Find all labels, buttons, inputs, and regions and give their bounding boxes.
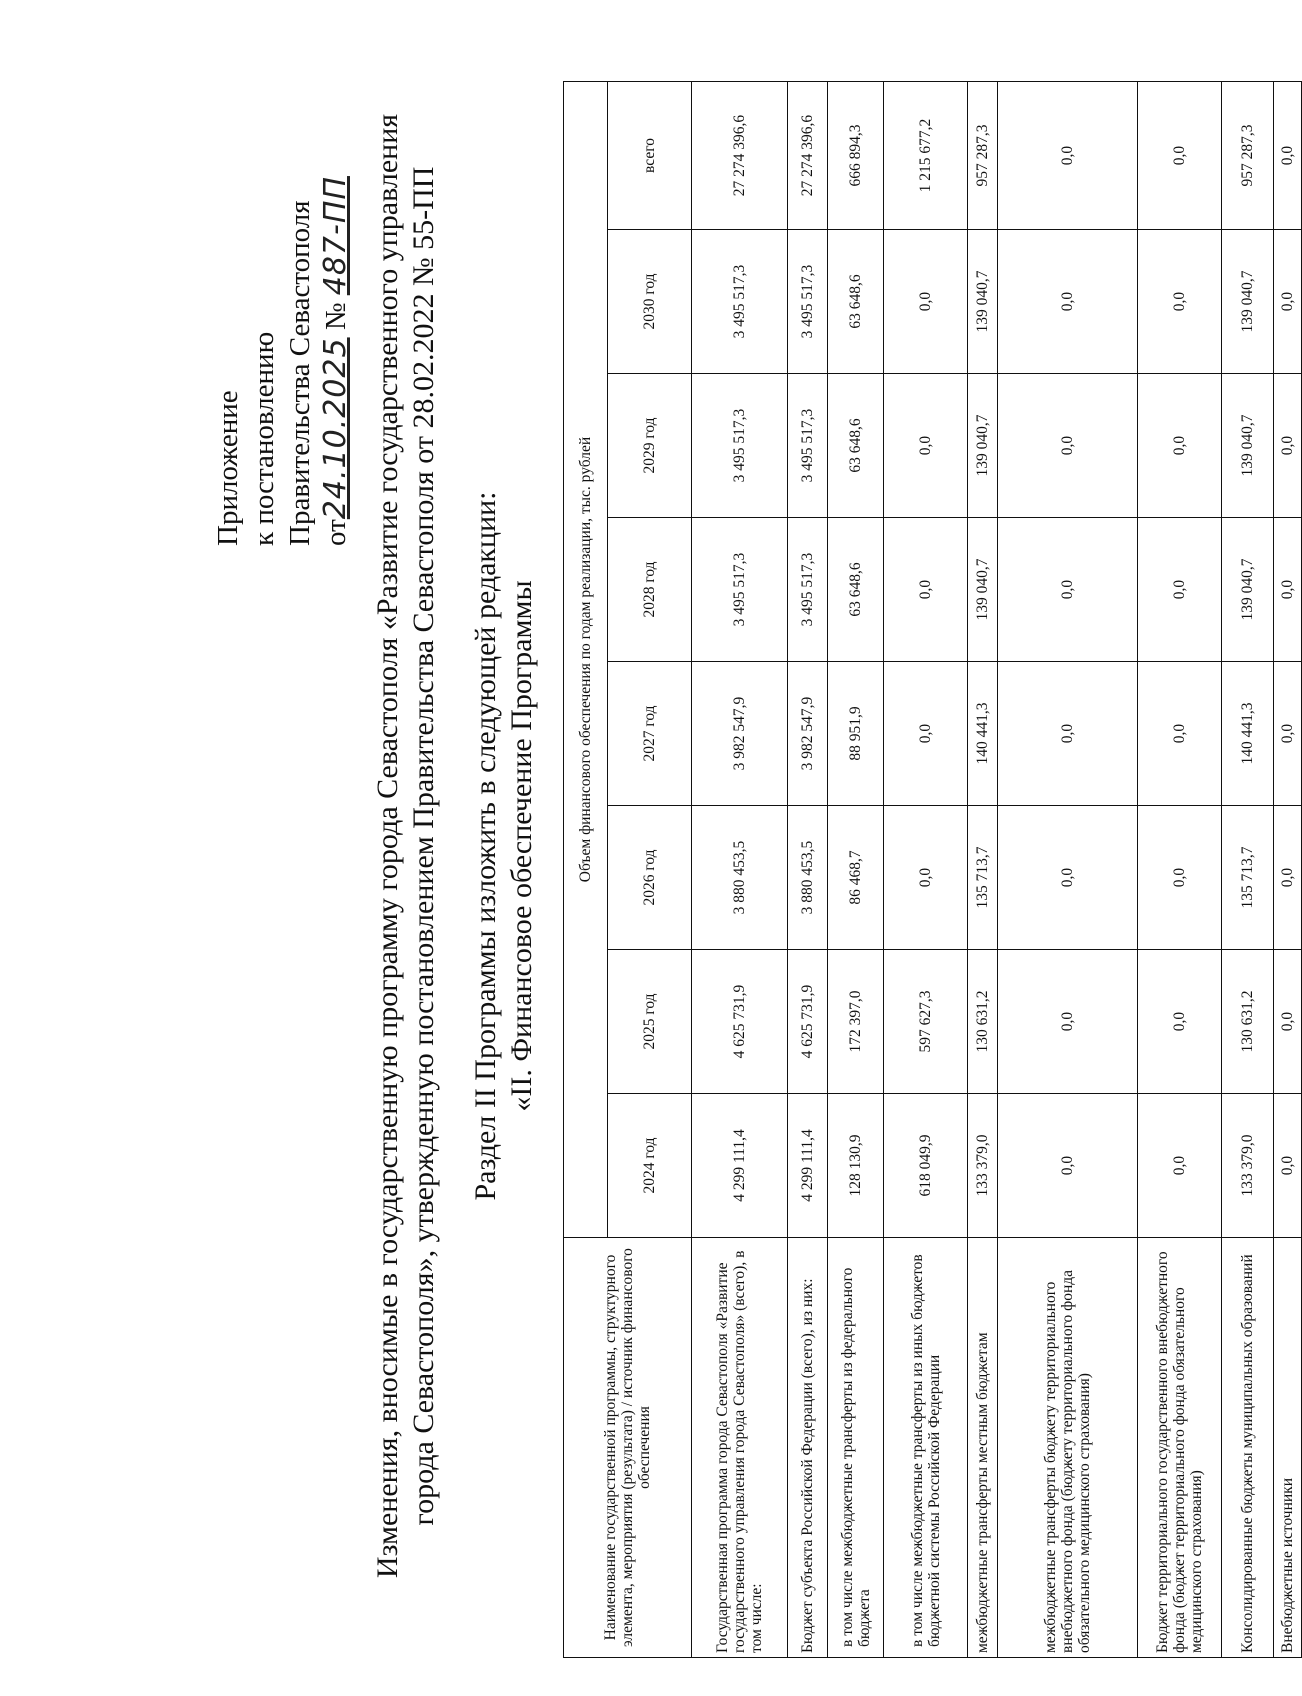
table-row <box>884 82 968 1658</box>
value-cell: 130 631,2 <box>968 950 998 1094</box>
value-cell: 0,0 <box>1274 518 1302 662</box>
value-cell: 597 627,3 <box>884 950 968 1094</box>
value-cell: 3 982 547,9 <box>692 662 788 806</box>
value-cell: 27 274 396,6 <box>692 82 788 230</box>
appendix-authority: Правительства Севастополя <box>284 200 316 546</box>
value-cell: 4 299 111,4 <box>788 1094 828 1238</box>
value-cell: 618 049,9 <box>884 1094 968 1238</box>
value-cell: 0,0 <box>1274 950 1302 1094</box>
value-cell: 135 713,7 <box>1222 806 1274 950</box>
value-cell: 139 040,7 <box>968 518 998 662</box>
value-cell: 1 215 677,2 <box>884 82 968 230</box>
table-row <box>1222 82 1274 1658</box>
value-cell: 3 495 517,3 <box>692 518 788 662</box>
value-cell: 0,0 <box>1138 230 1222 374</box>
section-heading <box>468 96 540 1596</box>
value-cell: 4 625 731,9 <box>692 950 788 1094</box>
value-cell: 0,0 <box>1138 518 1222 662</box>
row-name-cell: в том числе межбюджетные трансферты из федерального бюджета <box>828 1238 884 1658</box>
appendix-label: Приложение <box>212 390 244 546</box>
value-cell: 63 648,6 <box>828 374 884 518</box>
value-cell: 0,0 <box>998 374 1138 518</box>
value-cell: 0,0 <box>884 230 968 374</box>
value-cell: 139 040,7 <box>1222 518 1274 662</box>
row-name-cell: Бюджет территориального государственного внебюджетного фонда (бюджет территориального фонда обязательного медицинского страхования) <box>1138 1238 1222 1658</box>
value-cell: 139 040,7 <box>1222 230 1274 374</box>
decree-date: 24.10.2025 <box>318 337 353 520</box>
row-name-cell: Внебюджетные источники <box>1274 1238 1302 1658</box>
table-row <box>788 82 828 1658</box>
name-column-header: Наименование государственной программы, структурного элемента, мероприятия (результата) / источник финансового обеспечения <box>564 1238 692 1658</box>
value-cell: 3 495 517,3 <box>692 374 788 518</box>
value-cell: 0,0 <box>998 518 1138 662</box>
value-cell: 140 441,3 <box>1222 662 1274 806</box>
table-row <box>692 82 788 1658</box>
value-cell: 0,0 <box>998 806 1138 950</box>
row-name-cell: Государственная программа города Севастополя «Развитие государственного управления города Севастополя» (всего), в том числе: <box>692 1238 788 1658</box>
value-cell: 88 951,9 <box>828 662 884 806</box>
row-name-cell: межбюджетные трансферты местным бюджетам <box>968 1238 998 1658</box>
value-cell: 0,0 <box>1138 950 1222 1094</box>
value-cell: 957 287,3 <box>968 82 998 230</box>
value-cell: 0,0 <box>998 230 1138 374</box>
row-name-cell: Бюджет субъекта Российской Федерации (всего), из них: <box>788 1238 828 1658</box>
title-line-2: города Севастополя», утвержденную постановлением Правительства Севастополя от 28.02.2022 № 55-ПП <box>407 166 440 1526</box>
value-cell: 0,0 <box>884 662 968 806</box>
value-cell: 0,0 <box>998 1094 1138 1238</box>
table-row <box>998 82 1138 1658</box>
appendix-ref: к постановлению <box>248 331 280 546</box>
value-cell: 0,0 <box>884 806 968 950</box>
total-header: всего <box>608 82 692 230</box>
value-cell: 139 040,7 <box>1222 374 1274 518</box>
value-cell: 140 441,3 <box>968 662 998 806</box>
value-cell: 0,0 <box>1274 374 1302 518</box>
value-cell: 0,0 <box>1138 374 1222 518</box>
value-cell: 3 880 453,5 <box>692 806 788 950</box>
year-header: 2029 год <box>608 374 692 518</box>
value-cell: 666 894,3 <box>828 82 884 230</box>
value-cell: 130 631,2 <box>1222 950 1274 1094</box>
value-cell: 3 495 517,3 <box>788 230 828 374</box>
table-row <box>968 82 998 1658</box>
document-title <box>370 96 442 1596</box>
value-cell: 3 495 517,3 <box>788 518 828 662</box>
year-header: 2025 год <box>608 950 692 1094</box>
value-cell: 0,0 <box>998 82 1138 230</box>
value-cell: 0,0 <box>1274 230 1302 374</box>
row-name-cell: в том числе межбюджетные трансферты из иных бюджетов бюджетной системы Российской Федерации <box>884 1238 968 1658</box>
year-header: 2026 год <box>608 806 692 950</box>
value-cell: 0,0 <box>1274 806 1302 950</box>
value-cell: 0,0 <box>1274 82 1302 230</box>
year-header: 2024 год <box>608 1094 692 1238</box>
value-cell: 0,0 <box>1138 806 1222 950</box>
value-cell: 3 880 453,5 <box>788 806 828 950</box>
value-cell: 0,0 <box>1138 1094 1222 1238</box>
title-line-1: Изменения, вносимые в государственную программу города Севастополя «Развитие государственного управления <box>371 113 404 1579</box>
value-cell: 4 299 111,4 <box>692 1094 788 1238</box>
section-line-1: Раздел II Программы изложить в следующей редакции: <box>469 491 502 1201</box>
appendix-date-number <box>318 176 354 546</box>
value-cell: 133 379,0 <box>968 1094 998 1238</box>
value-cell: 63 648,6 <box>828 518 884 662</box>
value-cell: 86 468,7 <box>828 806 884 950</box>
appendix-block <box>210 176 354 546</box>
section-line-2: «II. Финансовое обеспечение Программы <box>505 580 538 1112</box>
value-cell: 0,0 <box>884 518 968 662</box>
year-header: 2028 год <box>608 518 692 662</box>
table-header-row <box>564 82 608 1658</box>
financing-table <box>563 81 1302 1658</box>
row-name-cell: межбюджетные трансферты бюджету территориального внебюджетного фонда (бюджету территориального фонда обязательного медицинского страхования) <box>998 1238 1138 1658</box>
value-cell: 0,0 <box>1138 662 1222 806</box>
value-cell: 27 274 396,6 <box>788 82 828 230</box>
value-cell: 128 130,9 <box>828 1094 884 1238</box>
year-header: 2030 год <box>608 230 692 374</box>
value-cell: 135 713,7 <box>968 806 998 950</box>
value-cell: 63 648,6 <box>828 230 884 374</box>
table-row <box>1138 82 1222 1658</box>
row-name-cell: Консолидированные бюджеты муниципальных образований <box>1222 1238 1274 1658</box>
value-cell: 957 287,3 <box>1222 82 1274 230</box>
table-row <box>1274 82 1302 1658</box>
number-label: № <box>320 302 352 331</box>
year-header: 2027 год <box>608 662 692 806</box>
value-cell: 3 495 517,3 <box>692 230 788 374</box>
value-cell: 3 495 517,3 <box>788 374 828 518</box>
value-cell: 172 397,0 <box>828 950 884 1094</box>
value-cell: 139 040,7 <box>968 230 998 374</box>
value-cell: 3 982 547,9 <box>788 662 828 806</box>
value-cell: 0,0 <box>1274 662 1302 806</box>
value-cell: 0,0 <box>998 950 1138 1094</box>
value-cell: 0,0 <box>1138 82 1222 230</box>
value-cell: 4 625 731,9 <box>788 950 828 1094</box>
table-body <box>692 82 1302 1658</box>
value-cell: 0,0 <box>1274 1094 1302 1238</box>
value-cell: 0,0 <box>884 374 968 518</box>
decree-number: 487-ПП <box>318 176 353 296</box>
value-cell: 133 379,0 <box>1222 1094 1274 1238</box>
value-cell: 139 040,7 <box>968 374 998 518</box>
from-label: от <box>320 519 352 546</box>
value-cell: 0,0 <box>998 662 1138 806</box>
table-row <box>828 82 884 1658</box>
volume-column-header: Объем финансового обеспечения по годам реализации, тыс. рублей <box>564 82 608 1238</box>
